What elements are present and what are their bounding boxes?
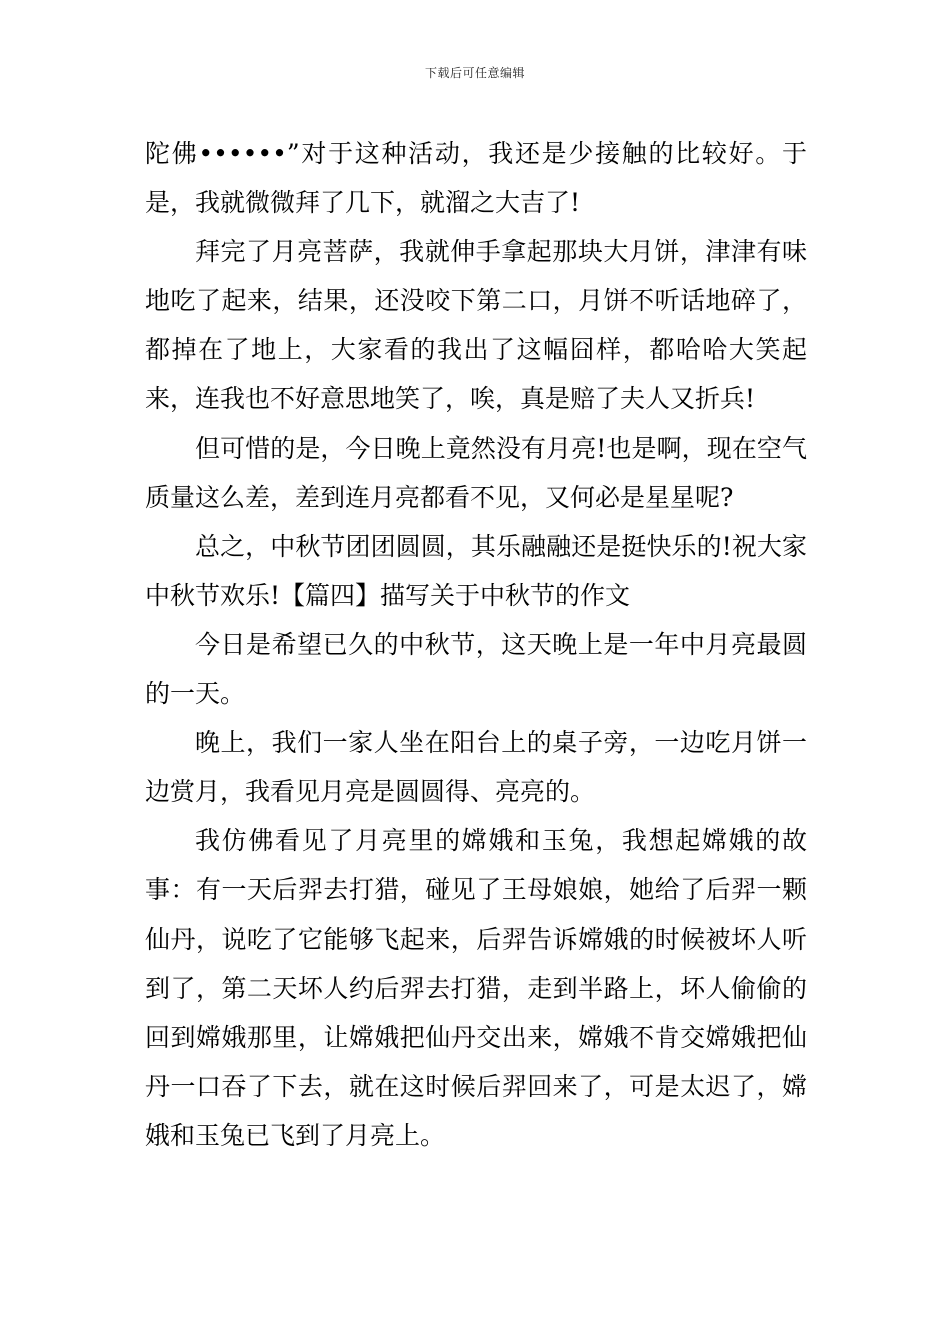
paragraph-1: 陀佛••••••”对于这种活动，我还是少接触的比较好。于是，我就微微拜了几下，就溜之大吉了! [145,139,807,218]
document-body [145,129,807,1160]
paragraph-7: 我仿佛看见了月亮里的嫦娥和玉兔，我想起嫦娥的故事：有一天后羿去打猎，碰见了王母娘娘，她给了后羿一颗仙丹，说吃了它能够飞起来，后羿告诉嫦娥的时候被坏人听到了，第二天坏人约后羿去打猎，走到半路上，坏人偷偷的回到嫦娥那里，让嫦娥把仙丹交出来，嫦娥不肯交嫦娥把仙丹一口吞了下去，就在这时候后羿回来了，可是太迟了，嫦娥和玉兔已飞到了月亮上。 [145,826,807,1150]
page-header: 下载后可任意编辑 [424,66,525,80]
paragraph-2: 拜完了月亮菩萨，我就伸手拿起那块大月饼，津津有味地吃了起来，结果，还没咬下第二口，月饼不听话地碎了，都掉在了地上，大家看的我出了这幅囧样，都哈哈大笑起来，连我也不好意思地笑了，唉，真是赔了夫人又折兵! [145,237,807,414]
paragraph-3: 但可惜的是，今日晚上竟然没有月亮!也是啊，现在空气质量这么差，差到连月亮都看不见，又何必是星星呢? [145,433,807,512]
paragraph-6: 晚上，我们一家人坐在阳台上的桌子旁，一边吃月饼一边赏月，我看见月亮是圆圆得、亮亮的。 [145,728,807,807]
paragraph-5: 今日是希望已久的中秋节，这天晚上是一年中月亮最圆的一天。 [145,629,807,709]
paragraph-4: 总之，中秋节团团圆圆，其乐融融还是挺快乐的!祝大家中秋节欢乐!【篇四】描写关于中秋节的作文 [145,531,807,610]
